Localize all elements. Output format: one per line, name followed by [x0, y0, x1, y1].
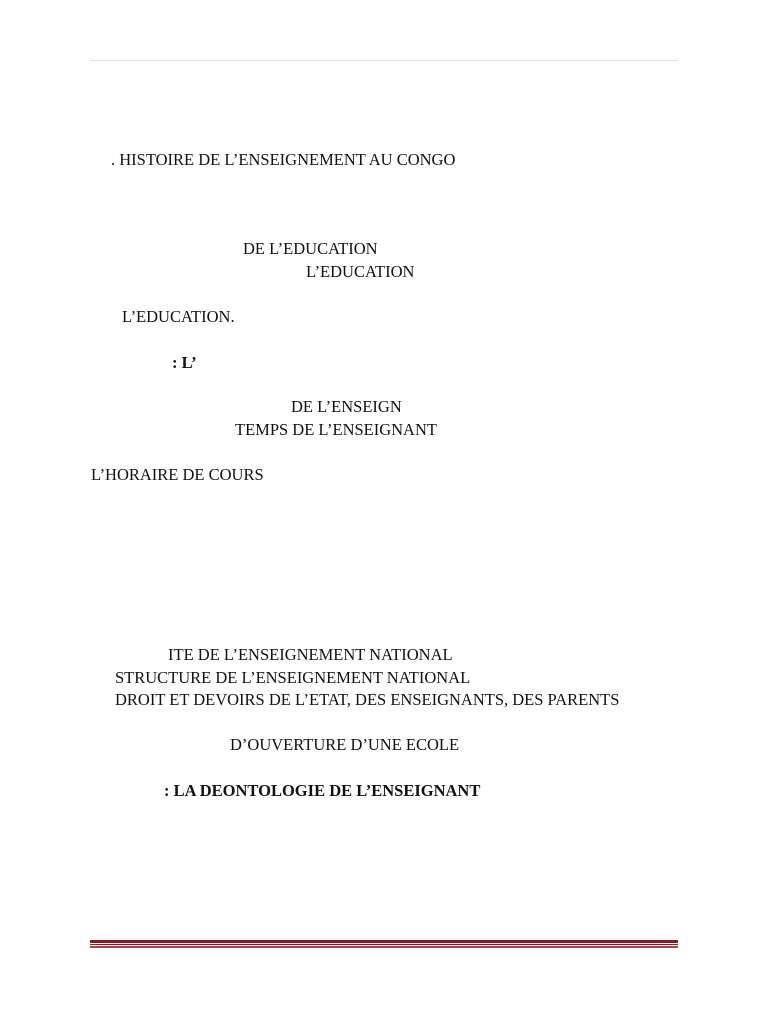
text-line-temps-enseignant: TEMPS DE L’ENSEIGNANT	[235, 420, 437, 439]
footer-rule-thin	[90, 944, 678, 945]
header-rule	[90, 60, 678, 61]
text-line-deontologie: : LA DEONTOLOGIE DE L’ENSEIGNANT	[164, 781, 481, 800]
text-line-horaire-cours: L’HORAIRE DE COURS	[91, 465, 264, 484]
text-line-structure-enseignement: STRUCTURE DE L’ENSEIGNEMENT NATIONAL	[115, 668, 471, 687]
text-line-droit-devoirs: DROIT ET DEVOIRS DE L’ETAT, DES ENSEIGNANTS, DES PARENTS	[115, 690, 620, 709]
text-line-education-period: L’EDUCATION.	[122, 307, 235, 326]
text-line-ouverture-ecole: D’OUVERTURE D’UNE ECOLE	[230, 735, 460, 754]
text-line-ite-enseignement: ITE DE L’ENSEIGNEMENT NATIONAL	[168, 645, 453, 664]
text-line-de-enseign: DE L’ENSEIGN	[291, 397, 402, 416]
footer-rule-thick	[90, 940, 678, 943]
text-line-histoire: . HISTOIRE DE L’ENSEIGNEMENT AU CONGO	[111, 150, 456, 169]
footer-rule-lower	[90, 946, 678, 948]
text-line-education: L’EDUCATION	[306, 262, 415, 281]
text-line-de-education: DE L’EDUCATION	[243, 239, 378, 258]
text-line-colon-l: : L’	[172, 353, 197, 372]
